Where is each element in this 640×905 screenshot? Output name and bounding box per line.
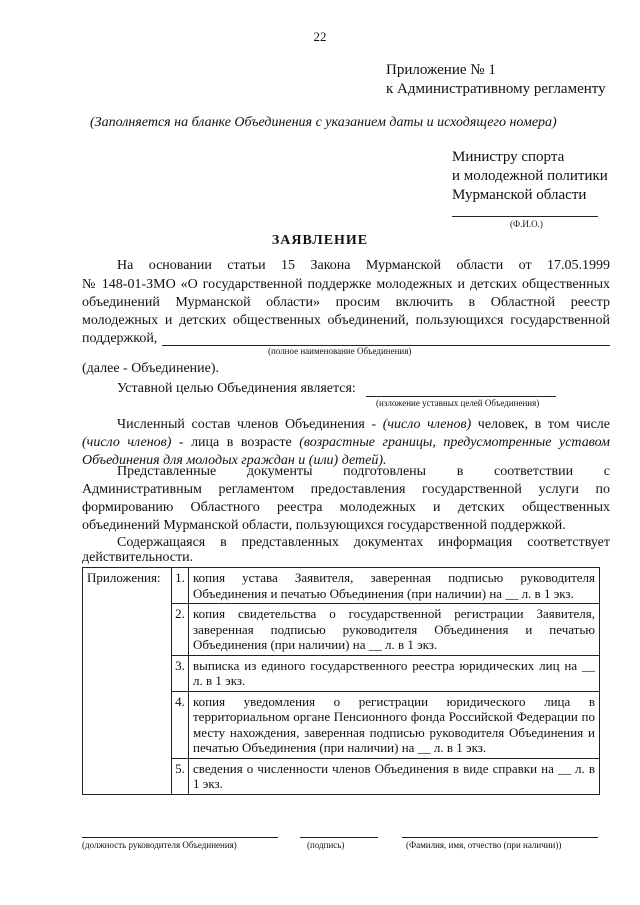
page-number: 22 — [313, 29, 327, 44]
age-limits-placeholder: (возрастные границы, предусмотренные уставом — [299, 435, 610, 450]
full-name-caption: (Фамилия, имя, отчество (при наличии)) — [406, 840, 562, 850]
addressee-line-2: и молодежной политики — [452, 168, 608, 184]
attachments-label-cell — [83, 758, 172, 794]
attachment-text: копия уведомления о регистрации юридического лица в территориальном органе Пенсионного фонда Российской Федерации по месту нахождения, заверенная подписью руководителя Объединения и печатью Объединения (при наличии) на __ л. в 1 экз. — [189, 691, 600, 758]
signature-caption: (подпись) — [307, 840, 345, 850]
fio-label: (Ф.И.О.) — [510, 219, 543, 229]
attachment-number: 5. — [172, 758, 189, 794]
position-line — [82, 837, 278, 838]
addressee-line-3: Мурманской области — [452, 187, 587, 203]
attachment-number: 3. — [172, 655, 189, 691]
paragraph-basis-line-3: объединений Мурманской области» просим включить в Областной реестр — [82, 295, 610, 310]
goal-label: Уставной целью Объединения является: — [117, 381, 356, 396]
members-text-b: - лица в возрасте — [171, 435, 300, 450]
attachment-text: копия свидетельства о государственной регистрации Заявителя, заверенная подписью руководителя Объединения и печатью Объединения (при наличии) на __ л. в 1 экз. — [189, 604, 600, 656]
paragraph-basis-line-2: № 148-01-ЗМО «О государственной поддержке молодежных и детских общественных — [82, 277, 610, 292]
members-count-placeholder: (число членов) — [382, 417, 472, 432]
paragraph-documents-line-4: объединений Мурманской области, пользующихся государственной поддержкой. — [82, 518, 566, 533]
paragraph-basis-line-5: поддержкой, — [82, 331, 158, 346]
hereafter-text: (далее - Объединение). — [82, 361, 220, 376]
goal-caption: (изложение уставных целей Объединения) — [376, 398, 540, 408]
attachment-text: выписка из единого государственного реестра юридических лиц на __ л. в 1 экз. — [189, 655, 600, 691]
position-caption: (должность руководителя Объединения) — [82, 840, 237, 850]
paragraph-members-line-1 — [117, 417, 610, 433]
attachment-text: сведения о численности членов Объединения в виде справки на __ л. в 1 экз. — [189, 758, 600, 794]
attachment-text: копия устава Заявителя, заверенная подписью руководителя Объединения и печатью Объединения (при наличии) на __ л. в 1 экз. — [189, 568, 600, 604]
fio-line — [452, 216, 598, 217]
attachment-number: 2. — [172, 604, 189, 656]
paragraph-documents-line-2: Административным регламентом предоставления государственной услуги по — [82, 482, 610, 497]
paragraph-basis-line-1: На основании статьи 15 Закона Мурманской области от 17.05.1999 — [117, 258, 610, 273]
youth-count-placeholder: (число членов) — [82, 435, 172, 450]
attachments-label-cell — [83, 604, 172, 656]
members-text-a: Численный состав членов Объединения - — [117, 417, 383, 432]
attachment-row — [83, 655, 600, 691]
paragraph-validity-line-1: Содержащаяся в представленных документах информация соответствует — [117, 535, 610, 550]
attachment-number: 4. — [172, 691, 189, 758]
full-name-line — [402, 837, 598, 838]
paragraph-documents-line-3: формированию Областного реестра молодежных и детских общественных — [82, 500, 610, 515]
attachments-label-cell — [83, 655, 172, 691]
attachment-number: 1. — [172, 568, 189, 604]
document-title: ЗАЯВЛЕНИЕ — [271, 233, 369, 248]
appendix-line-2: к Административному регламенту — [386, 81, 606, 97]
attachment-row — [83, 604, 600, 656]
attachment-row — [83, 758, 600, 794]
paragraph-validity-line-2: действительности. — [82, 550, 194, 565]
attachments-table — [82, 567, 600, 795]
members-text-c: человек, в том числе — [471, 417, 610, 432]
attachments-label-cell — [83, 691, 172, 758]
signature-line — [300, 837, 378, 838]
paragraph-documents-line-1: Представленные документы подготовлены в соответствии с — [117, 464, 610, 479]
paragraph-members-line-3: Объединения для молодых граждан и (или) детей). — [82, 453, 387, 468]
org-name-caption: (полное наименование Объединения) — [268, 346, 412, 356]
paragraph-basis-line-4: молодежных и детских общественных объединений, пользующихся государственной — [82, 313, 610, 328]
attachments-label: Приложения: — [83, 568, 172, 604]
addressee-line-1: Министру спорта — [452, 149, 565, 165]
fill-note: (Заполняется на бланке Объединения с указанием даты и исходящего номера) — [90, 115, 557, 130]
attachment-row — [83, 568, 600, 604]
paragraph-members-line-2 — [82, 435, 610, 451]
attachment-row — [83, 691, 600, 758]
goal-line — [366, 396, 556, 397]
appendix-line-1: Приложение № 1 — [386, 62, 496, 78]
